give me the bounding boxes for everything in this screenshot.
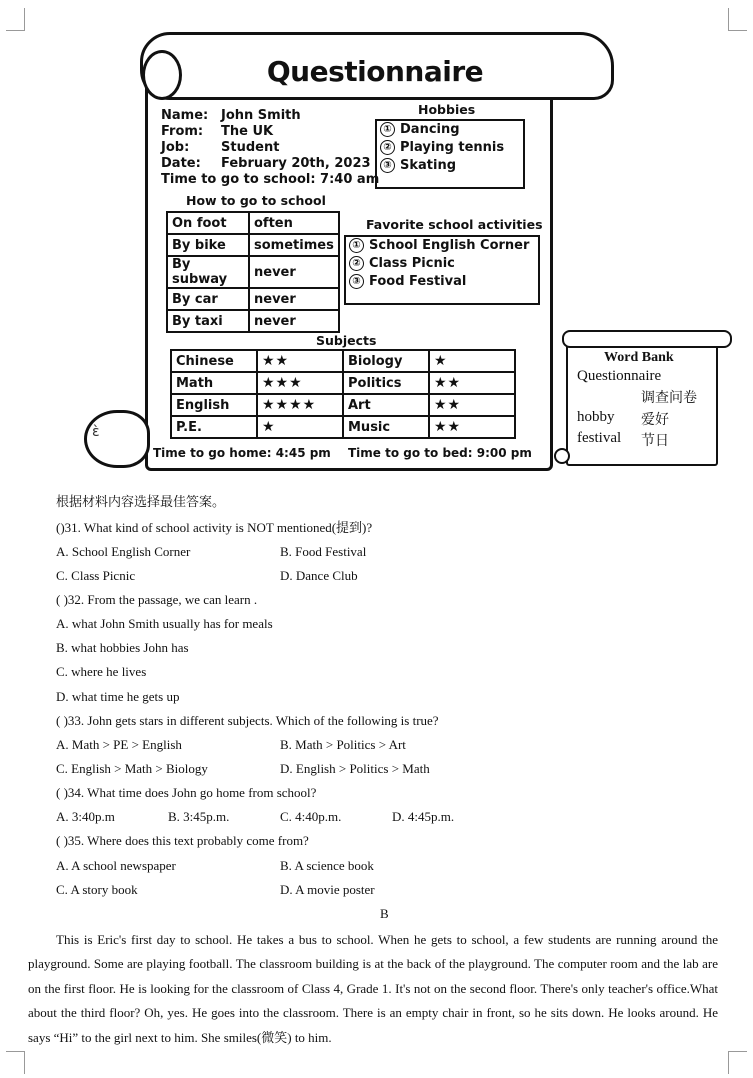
scroll-curl-icon: ɛ̀ [92, 424, 100, 440]
crop-mark-bottom-right [728, 1051, 747, 1074]
circle-number-icon: ② [349, 256, 364, 271]
option-a: A. what John Smith usually has for meals [56, 616, 273, 631]
table-cell: never [249, 256, 339, 288]
option-a: A. A school newspaper [56, 858, 176, 873]
star-rating: ★★★★ [257, 394, 343, 416]
word-bank-roll [562, 330, 732, 348]
question-32: ( )32. From the passage, we can learn . [56, 592, 258, 607]
table-cell: Biology [343, 350, 429, 372]
option-d: D. 4:45p.m. [392, 809, 455, 824]
option-b: B. Food Festival [280, 544, 367, 559]
star-rating: ★★ [429, 416, 515, 438]
table-cell: English [171, 394, 257, 416]
table-cell: never [249, 310, 339, 332]
circle-number-icon: ③ [349, 274, 364, 289]
table-row [167, 212, 339, 234]
question-33: ( )33. John gets stars in different subjects. Which of the following is true? [56, 713, 439, 728]
question-31: ()31. What kind of school activity is NOT mentioned(提到)? [56, 520, 373, 535]
transport-title: How to go to school [186, 193, 326, 208]
info-key: Job: [161, 140, 190, 155]
word-bank-word: festival [577, 430, 622, 446]
reading-passage: This is Eric's first day to school. He takes a bus to school. When he gets to school, a few students are running around the playground. Some are playing football. The classroom building is at the back of the playground. The computer room and the lab are on the first floor. He is looking for the classroom of Class 4, Grade 1. It's not on the second floor. There's only teacher's office.What about the third floor? Oh, yes. He goes into the classroom. There is an empty chair in front, so he sits down. He looks around. He says “Hi” to the girl next to him. She smiles(微笑) to him. [28, 932, 718, 1045]
crop-mark-bottom-left [6, 1051, 25, 1074]
question-35: ( )35. Where does this text probably come from? [56, 833, 309, 848]
info-value: February 20th, 2023 [221, 156, 371, 171]
activity-label: Class Picnic [369, 256, 455, 271]
option-c: C. where he lives [56, 664, 147, 679]
table-cell: Music [343, 416, 429, 438]
table-row [167, 310, 339, 332]
option-c: C. English > Math > Biology [56, 761, 208, 776]
option-d: D. A movie poster [280, 882, 375, 897]
circle-number-icon: ③ [380, 158, 395, 173]
word-bank-entry [577, 409, 669, 428]
star-rating: ★ [429, 350, 515, 372]
option-a: A. 3:40p.m [56, 809, 115, 824]
hobby-label: Playing tennis [400, 140, 505, 155]
table-row [171, 350, 515, 372]
star-rating: ★ [257, 416, 343, 438]
scroll-curl-top [142, 50, 182, 100]
option-b: B. A science book [280, 858, 374, 873]
option-d: D. what time he gets up [56, 689, 180, 704]
word-bank-title: Word Bank [604, 350, 674, 365]
word-bank-translation: 调查问卷 [641, 390, 697, 406]
word-bank-curl [554, 448, 570, 464]
option-a: A. School English Corner [56, 544, 191, 559]
questionnaire-title: Questionnaire [266, 55, 484, 88]
word-bank-word: hobby [577, 409, 615, 425]
table-cell: By car [167, 288, 249, 310]
home-time: Time to go home: 4:45 pm [153, 446, 331, 460]
table-row [171, 394, 515, 416]
table-row [167, 288, 339, 310]
info-value: John Smith [221, 108, 301, 123]
subjects-table [170, 349, 516, 439]
table-row [167, 256, 339, 288]
word-bank-entry [577, 430, 669, 449]
crop-mark-top-right [728, 8, 747, 31]
hobby-item [380, 157, 523, 175]
table-cell: sometimes [249, 234, 339, 256]
activities-title: Favorite school activities [366, 217, 543, 232]
activity-label: School English Corner [369, 238, 530, 253]
circle-number-icon: ① [349, 238, 364, 253]
hobbies-box [375, 119, 525, 189]
option-c: C. Class Picnic [56, 568, 136, 583]
activity-item [349, 273, 538, 291]
option-b: B. 3:45p.m. [168, 809, 230, 824]
school-time: Time to go to school: 7:40 am [161, 172, 380, 187]
hobby-label: Dancing [400, 122, 460, 137]
table-cell: Chinese [171, 350, 257, 372]
star-rating: ★★ [429, 372, 515, 394]
star-rating: ★★ [257, 350, 343, 372]
personal-info [161, 108, 379, 188]
table-cell: often [249, 212, 339, 234]
table-cell: By taxi [167, 310, 249, 332]
table-cell: On foot [167, 212, 249, 234]
activity-label: Food Festival [369, 274, 467, 289]
info-key: From: [161, 124, 204, 139]
activities-box [344, 235, 540, 305]
circle-number-icon: ② [380, 140, 395, 155]
table-cell: Politics [343, 372, 429, 394]
hobby-item [380, 139, 523, 157]
table-cell: P.E. [171, 416, 257, 438]
option-b: B. what hobbies John has [56, 640, 189, 655]
bed-time: Time to go to bed: 9:00 pm [348, 446, 532, 460]
word-bank-translation: 节日 [641, 433, 669, 449]
activity-item [349, 255, 538, 273]
star-rating: ★★★ [257, 372, 343, 394]
hobbies-title: Hobbies [418, 102, 476, 117]
option-b: B. Math > Politics > Art [280, 737, 406, 752]
info-key: Name: [161, 108, 209, 123]
table-cell: Math [171, 372, 257, 394]
table-cell: Art [343, 394, 429, 416]
option-a: A. Math > PE > English [56, 737, 182, 752]
table-row [171, 372, 515, 394]
info-key: Date: [161, 156, 201, 171]
word-bank-word: Questionnaire [577, 368, 662, 384]
activity-item [349, 237, 538, 255]
info-value: The UK [221, 124, 274, 139]
option-c: C. 4:40p.m. [280, 809, 342, 824]
table-cell: never [249, 288, 339, 310]
star-rating: ★★ [429, 394, 515, 416]
section-heading: B [380, 906, 389, 921]
table-row [171, 416, 515, 438]
option-d: D. English > Politics > Math [280, 761, 430, 776]
crop-mark-top-left [6, 8, 25, 31]
hobby-item [380, 121, 523, 139]
hobby-label: Skating [400, 158, 457, 173]
subjects-title: Subjects [316, 333, 377, 348]
circle-number-icon: ① [380, 122, 395, 137]
transport-table [166, 211, 340, 333]
word-bank-translation: 爱好 [641, 412, 669, 428]
option-d: D. Dance Club [280, 568, 358, 583]
table-row [167, 234, 339, 256]
info-value: Student [221, 140, 280, 155]
table-cell: By bike [167, 234, 249, 256]
instruction: 根据材料内容选择最佳答案。 [56, 495, 226, 510]
question-34: ( )34. What time does John go home from school? [56, 785, 317, 800]
option-c: C. A story book [56, 882, 138, 897]
table-cell: By subway [167, 256, 249, 288]
